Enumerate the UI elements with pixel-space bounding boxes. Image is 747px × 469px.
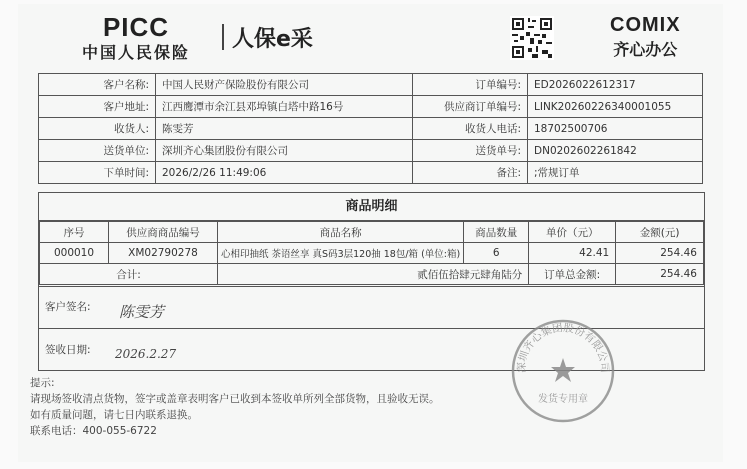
row-unit-price: 42.41 [529,243,616,264]
picc-name: 中国人民保险 [82,43,191,62]
order-info-table [38,73,703,184]
receiver-phone-label: 收货人电话: [413,118,528,140]
row-amount: 254.46 [616,243,704,264]
supplier-order-label: 供应商订单编号: [413,96,528,118]
comix-name: 齐心办公 [613,40,678,59]
order-no: ED2026022612317 [528,74,703,96]
col-header-amount: 金额(元) [616,222,704,243]
order-total: 254.46 [616,264,704,285]
order-no-label: 订单编号: [413,74,528,96]
customer-name-label: 客户名称: [39,74,156,96]
receiver-phone: 18702500706 [528,118,703,140]
col-header-unit-price: 单价（元） [529,222,616,243]
product-detail-table [39,221,704,285]
col-header-product-name: 商品名称 [218,222,464,243]
row-qty: 6 [464,243,529,264]
notes-title: 提示: [30,377,55,389]
seal-text: 深圳齐心集团股份有限公司 [515,322,611,373]
col-header-qty: 商品数量 [464,222,529,243]
delivery-no: DN0202602261842 [528,140,703,162]
customer-signature: 陈雯芳 [119,303,165,321]
picc-logo: PICC [102,12,170,42]
sign-date: 2026.2.27 [115,347,177,361]
notes [30,375,440,439]
star-icon [551,358,575,382]
total-label: 合计: [40,264,218,285]
table-row [40,243,704,264]
comix-logo: COMIX [610,14,681,36]
remark: ;常规订单 [528,162,703,184]
company-seal-stamp [510,318,616,424]
row-supplier-code: XM02790278 [109,243,218,264]
shipper-label: 送货单位: [39,140,156,162]
seal-subtext: 发货专用章 [538,394,588,405]
col-header-supplier-code: 供应商商品编号 [109,222,218,243]
col-header-seq: 序号 [40,222,109,243]
customer-addr-label: 客户地址: [39,96,156,118]
picc-brand [82,14,190,63]
supplier-order: LINK20260226340001055 [528,96,703,118]
comix-brand [610,14,681,60]
order-time: 2026/2/26 11:49:06 [156,162,413,184]
row-product-name: 心相印抽纸 茶语丝享 真S码3层120抽 18包/箱 (单位:箱) [218,243,464,264]
shipper: 深圳齐心集团股份有限公司 [156,140,413,162]
detail-title: 商品明细 [39,193,704,221]
notes-line-3: 联系电话：400-055-6722 [30,425,157,437]
date-label: 签收日期: [45,344,91,356]
customer-addr: 江西鹰潭市余江县邓埠镇白塔中路16号 [156,96,413,118]
receiver-label: 收货人: [39,118,156,140]
order-total-label: 订单总金额: [529,264,616,285]
row-seq: 000010 [40,243,109,264]
order-time-label: 下单时间: [39,162,156,184]
delivery-no-label: 送货单号: [413,140,528,162]
customer-name: 中国人民财产保险股份有限公司 [156,74,413,96]
notes-line-2: 如有质量问题，请七日内联系退换。 [30,409,198,421]
qr-code-icon [510,16,554,60]
sign-label: 客户签名: [45,301,91,313]
remark-label: 备注: [413,162,528,184]
renbao-ecai-logo: 人保e采 [232,27,313,52]
brand-divider [222,24,224,50]
total-cn: 贰佰伍拾肆元肆角陆分 [218,264,529,285]
notes-line-1: 请现场签收清点货物，签字或盖章表明客户已收到本签收单所列全部货物，且验收无误。 [30,393,440,405]
receiver: 陈雯芳 [156,118,413,140]
